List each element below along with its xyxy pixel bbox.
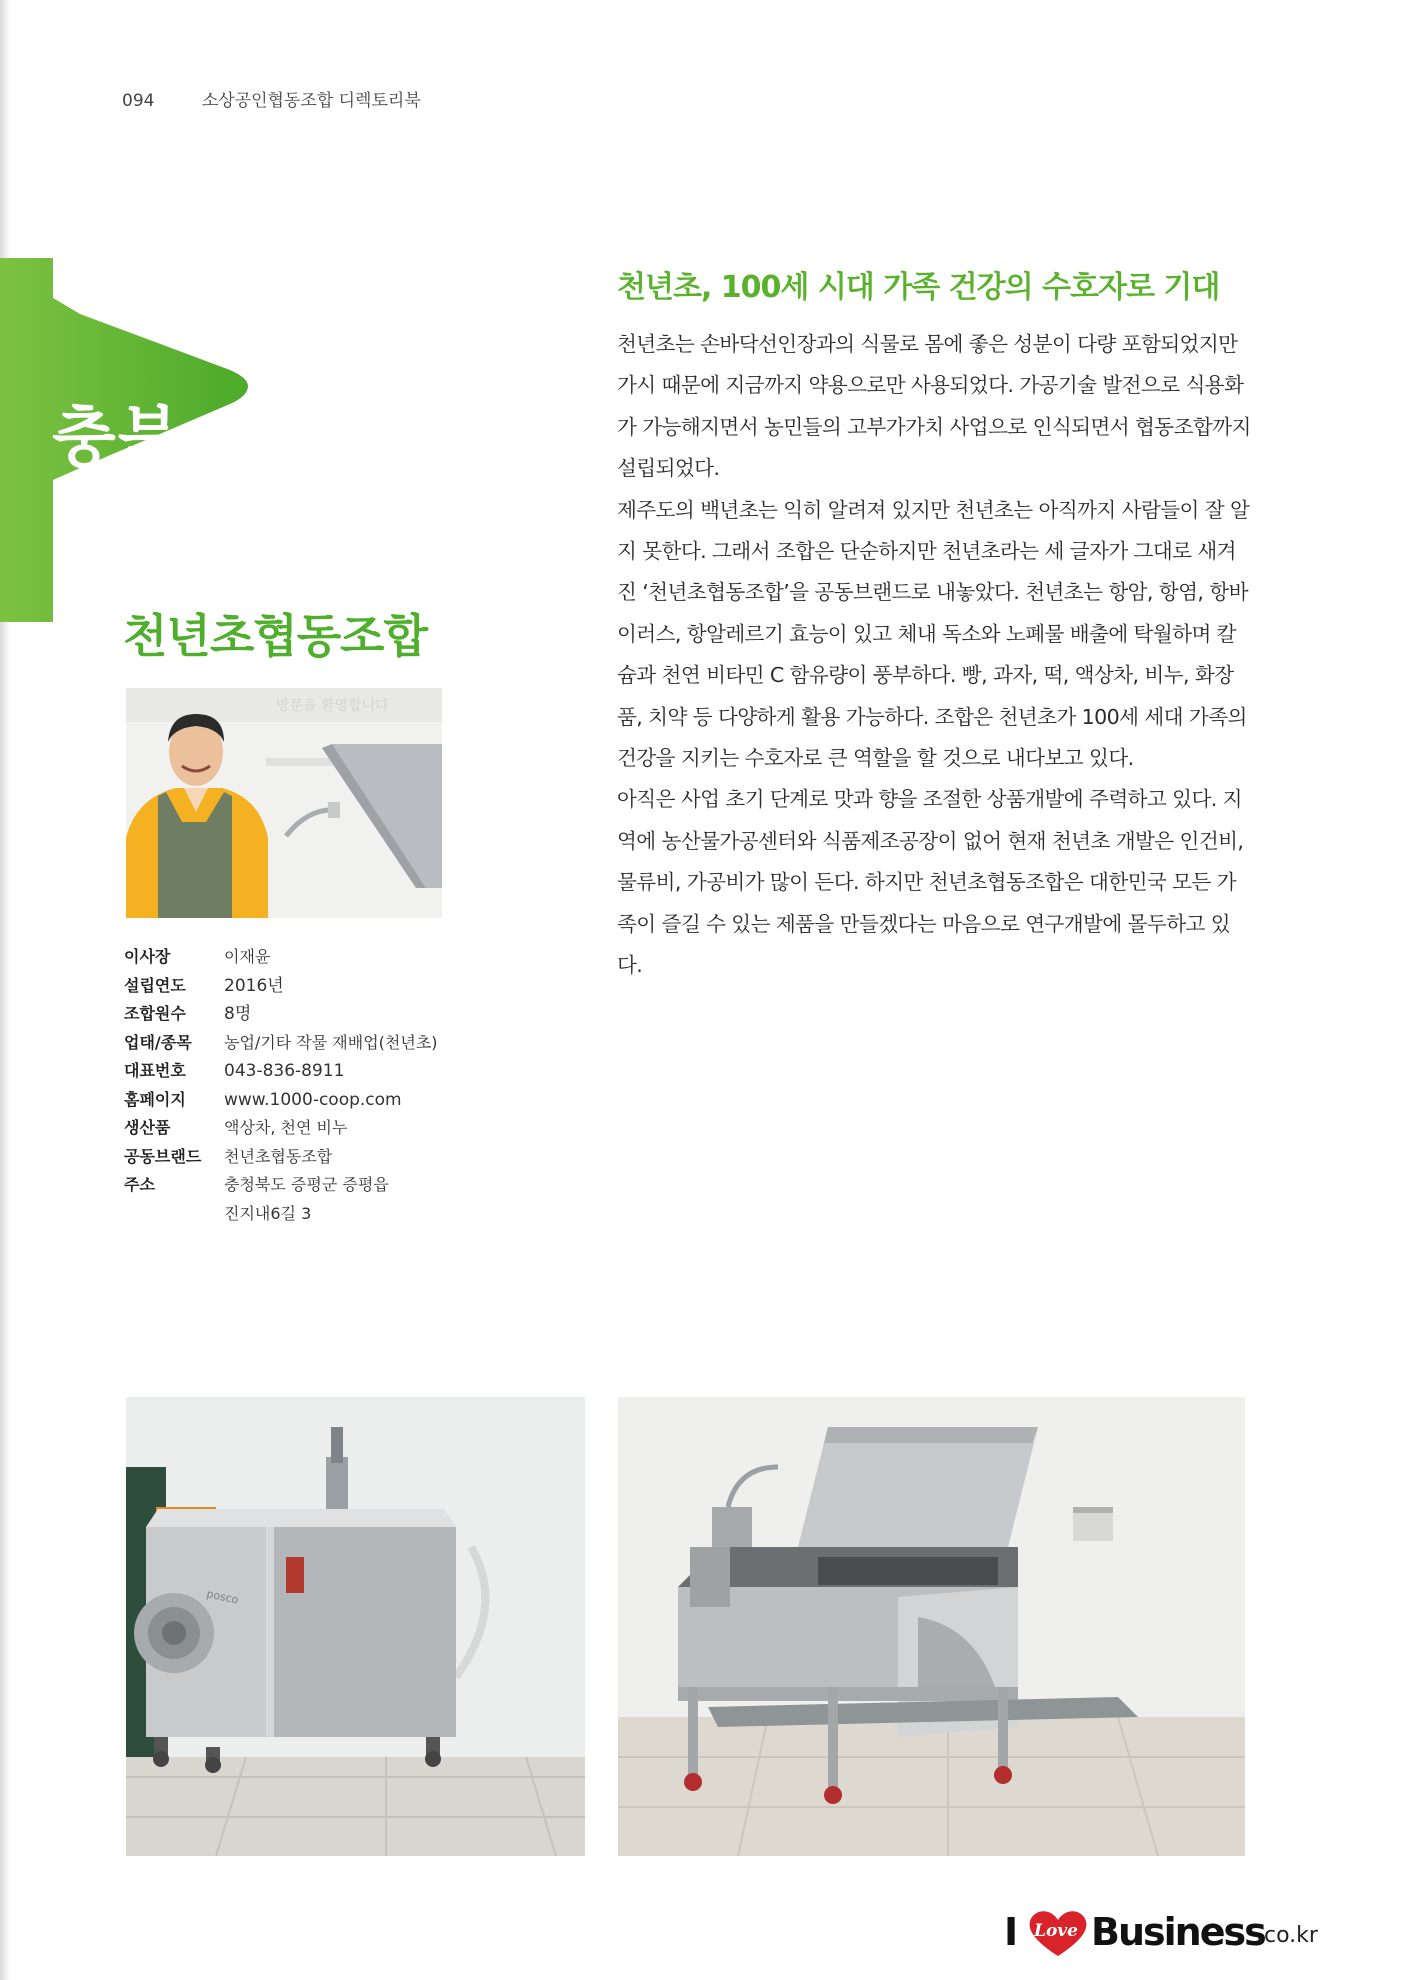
info-key: 홈페이지 (124, 1089, 186, 1109)
portrait-sign-text: 방문을 환영합니다 (276, 698, 389, 714)
info-key: 설립연도 (124, 975, 186, 995)
info-key: 업태/종목 (124, 1032, 192, 1052)
washer-machine-photo (618, 1397, 1245, 1856)
logo-love-text: Love (1034, 1921, 1078, 1941)
info-row (124, 946, 454, 975)
info-row (124, 975, 454, 1004)
article-paragraph: 천년초는 손바닥선인장과의 식물로 몸에 좋은 성분이 다량 포함되었지만 가시 때문에 지금까지 약용으로만 사용되었다. 가공기술 발전으로 식용화가 가능해지면서 농민들의 고부가가치 사업으로 인식되면서 협동조합까지 설립되었다. (617, 332, 1251, 481)
info-key: 생산품 (124, 1118, 171, 1137)
info-key: 공동브랜드 (124, 1146, 202, 1166)
info-key: 조합원수 (124, 1004, 186, 1023)
page-number: 094 (122, 91, 155, 111)
article-headline: 천년초, 100세 시대 가족 건강의 수호자로 기대 (617, 270, 1220, 305)
representative-photo (126, 688, 442, 918)
machine-label-text: posco (205, 1587, 240, 1607)
running-head (122, 86, 421, 111)
info-row (124, 1089, 454, 1118)
coop-name: 천년초협동조합 (123, 609, 428, 663)
info-value: 충청북도 증평군 증평읍 (224, 1175, 389, 1194)
article-paragraph: 아직은 사업 초기 단계로 맛과 향을 조절한 상품개발에 주력하고 있다. 지역에 농산물가공센터와 식품제조공장이 없어 현재 천년초 개발은 인건비, 물류비, 가공비가 많이 든다. 하지만 천년초협동조합은 대한민국 모든 가족이 즐길 수 있는 제품을 만들겠다는 마음으로 연구개발에 몰두하고 있다. (617, 787, 1244, 978)
info-row (124, 1146, 454, 1175)
info-value[interactable]: 043-836-8911 (224, 1061, 345, 1081)
region-tab (0, 258, 250, 622)
info-value: 천년초협동조합 (224, 1146, 333, 1166)
logo-business-text: Business (1091, 1910, 1265, 1954)
info-row (124, 1174, 454, 1203)
article-body (617, 324, 1253, 987)
coop-info-table (124, 946, 454, 1231)
publication-title: 소상공인협동조합 디렉토리북 (201, 91, 421, 111)
info-value: 액상차, 천연 비누 (224, 1118, 348, 1137)
info-row (124, 1032, 454, 1061)
info-value: 이재윤 (224, 947, 271, 966)
info-value: 진지내6길 3 (224, 1203, 312, 1223)
info-value: 8명 (224, 1004, 252, 1024)
info-value: 농업/기타 작물 재배업(천년초) (224, 1032, 438, 1052)
info-key (124, 1203, 224, 1232)
info-key: 주소 (124, 1175, 155, 1194)
brand-logo (1004, 1906, 1318, 1960)
info-row (124, 1003, 454, 1032)
info-row (124, 1203, 454, 1232)
region-label: 충북 (52, 399, 184, 476)
info-key: 이사장 (124, 947, 171, 966)
grinder-machine-photo (126, 1397, 585, 1856)
logo-i-text: I (1004, 1910, 1019, 1954)
article-paragraph: 제주도의 백년초는 익히 알려져 있지만 천년초는 아직까지 사람들이 잘 알지 못한다. 그래서 조합은 단순하지만 천년초라는 세 글자가 그대로 새겨진 ‘천년초협동조합’을 공동브랜드로 내놓았다. 천년초는 항암, 항염, 항바이러스, 항알레르기 효능이 있고 체내 독소와 노폐물 배출에 탁월하며 칼슘과 천연 비타민 C 함유량이 풍부하다. 빵, 과자, 떡, 액상차, 비누, 화장품, 치약 등 다양하게 활용 가능하다. 조합은 천년초가 100세 세대 가족의 건강을 지키는 수호자로 큰 역할을 할 것으로 내다보고 있다. (617, 497, 1250, 771)
info-key: 대표번호 (124, 1061, 186, 1080)
info-row (124, 1060, 454, 1089)
info-row (124, 1117, 454, 1146)
logo-domain-text: .co.kr (1257, 1923, 1318, 1948)
info-value: 2016년 (224, 975, 284, 996)
info-value[interactable]: www.1000-coop.com (224, 1089, 402, 1110)
